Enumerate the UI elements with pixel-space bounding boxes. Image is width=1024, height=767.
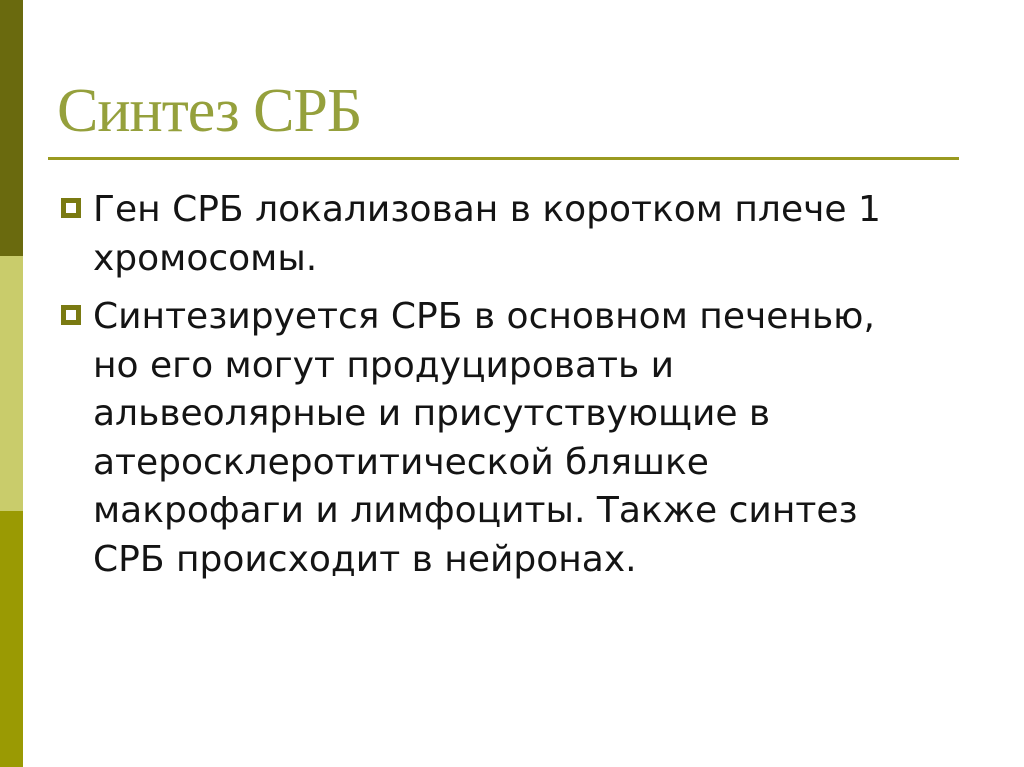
bullet-text-line: альвеолярные и присутствующие в xyxy=(93,393,771,434)
bullet-text-line: Синтезируется СРБ в основном печенью, xyxy=(93,296,875,337)
accent-bar-top-segment xyxy=(0,0,23,256)
bullet-text-line: Ген СРБ локализован в коротком плече 1 xyxy=(93,189,881,230)
bullet-text-line: но его могут продуцировать и xyxy=(93,344,675,386)
bullet-text-line: хромосомы. xyxy=(93,237,318,279)
title-underline-rule xyxy=(48,157,959,160)
left-accent-bar xyxy=(0,0,23,767)
bullet-item xyxy=(93,293,993,584)
slide-title: Синтез СРБ xyxy=(57,77,362,145)
bullet-list xyxy=(93,186,993,594)
accent-bar-middle-segment xyxy=(0,256,23,511)
bullet-text-line: атеросклеротитической бляшке xyxy=(93,441,709,483)
bullet-item xyxy=(93,186,993,283)
bullet-text-line: макрофаги и лимфоциты. Также синтез xyxy=(93,490,858,531)
bullet-square-icon xyxy=(61,305,81,325)
bullet-text-line: СРБ происходит в нейронах. xyxy=(93,538,637,580)
bullet-square-icon xyxy=(61,198,81,218)
accent-bar-bottom-segment xyxy=(0,511,23,767)
